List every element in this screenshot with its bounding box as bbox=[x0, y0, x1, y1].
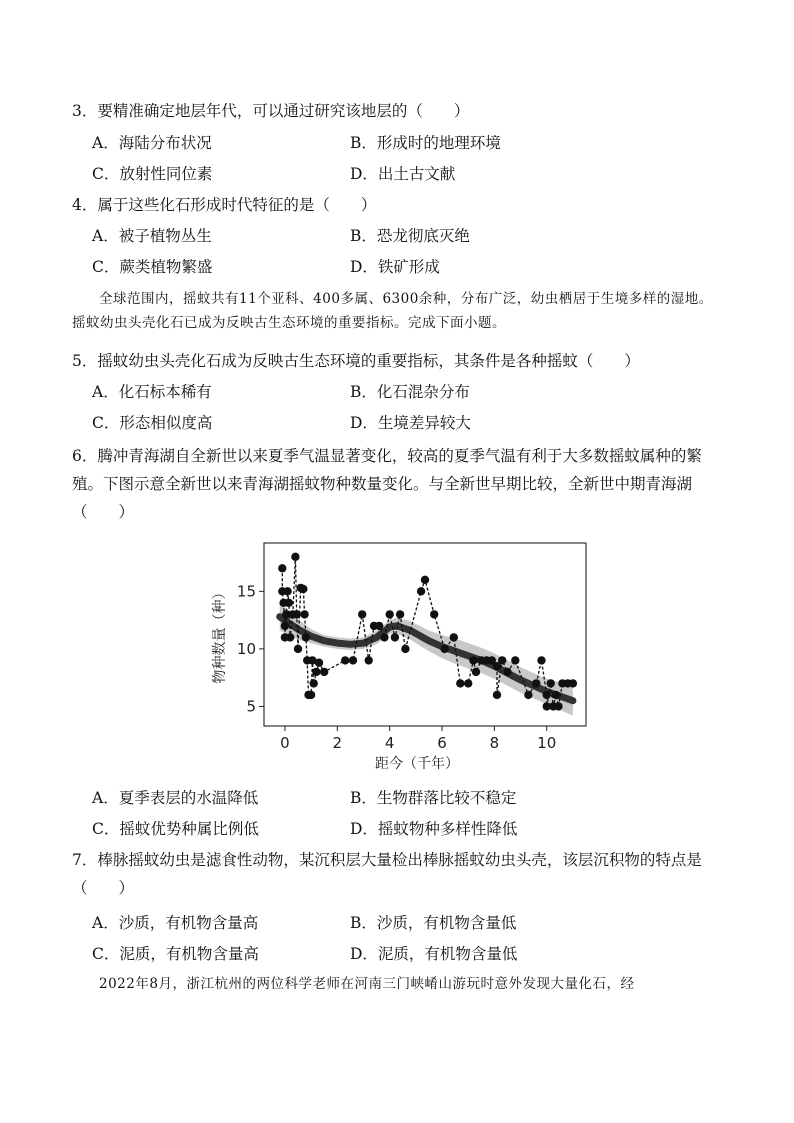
data-point bbox=[291, 553, 299, 561]
data-point bbox=[537, 656, 545, 664]
data-point bbox=[310, 679, 318, 687]
question-4-stem: 4．属于这些化石形成时代特征的是（ ） bbox=[72, 196, 377, 214]
reading-passage-fossils bbox=[72, 972, 724, 996]
question-4-option-c: C．蕨类植物繁盛 bbox=[92, 258, 213, 276]
data-point bbox=[278, 564, 286, 572]
data-point bbox=[464, 679, 472, 687]
question-4-option-d: D．铁矿形成 bbox=[350, 258, 440, 276]
data-point bbox=[493, 691, 501, 699]
data-point bbox=[391, 633, 399, 641]
question-6-option-b: B．生物群落比较不稳定 bbox=[350, 789, 517, 807]
question-5-option-a: A．化石标本稀有 bbox=[92, 383, 212, 401]
data-point bbox=[315, 659, 323, 667]
x-tick-label: 4 bbox=[384, 734, 395, 752]
question-5-option-d: D．生境差异较大 bbox=[350, 414, 471, 432]
data-point bbox=[349, 656, 357, 664]
data-point bbox=[401, 645, 409, 653]
question-3-option-c: C．放射性同位素 bbox=[92, 165, 213, 183]
data-point bbox=[469, 656, 477, 664]
x-tick-label: 6 bbox=[437, 734, 447, 752]
data-point bbox=[302, 633, 310, 641]
question-3-stem: 3．要精准确定地层年代，可以通过研究该地层的（ ） bbox=[72, 102, 470, 120]
data-point bbox=[552, 691, 560, 699]
chart-x-axis-label: 距今（千年） bbox=[375, 756, 459, 772]
x-tick-label: 10 bbox=[537, 734, 557, 752]
data-point bbox=[554, 702, 562, 710]
question-4-option-b: B．恐龙彻底灭绝 bbox=[350, 227, 470, 245]
data-point bbox=[456, 679, 464, 687]
data-point bbox=[421, 576, 429, 584]
question-3-option-b: B．形成时的地理环境 bbox=[350, 134, 501, 152]
data-point bbox=[299, 585, 307, 593]
data-point bbox=[375, 622, 383, 630]
question-6-option-a: A．夏季表层的水温降低 bbox=[92, 789, 259, 807]
question-7-stem: 7．棒脉摇蚊幼虫是滤食性动物，某沉积层大量检出棒脉摇蚊幼虫头壳，该层沉积物的特点是（ ） bbox=[72, 851, 702, 897]
data-point bbox=[307, 691, 315, 699]
data-point bbox=[300, 610, 308, 618]
question-5-option-c: C．形态相似度高 bbox=[92, 414, 213, 432]
data-point bbox=[503, 668, 511, 676]
question-4-option-a: A．被子植物丛生 bbox=[92, 227, 212, 245]
passage-text: 2022年8月，浙江杭州的两位科学老师在河南三门峡崤山游玩时意外发现大量化石，经 bbox=[99, 976, 635, 992]
data-point bbox=[450, 633, 458, 641]
data-point bbox=[569, 679, 577, 687]
x-tick-label: 8 bbox=[489, 734, 500, 752]
data-point bbox=[511, 656, 519, 664]
data-point bbox=[532, 679, 540, 687]
reading-passage-midges bbox=[72, 287, 724, 335]
data-point bbox=[547, 679, 555, 687]
data-point bbox=[386, 610, 394, 618]
data-point bbox=[358, 610, 366, 618]
question-7-option-a: A．沙质，有机物含量高 bbox=[92, 914, 259, 932]
chart-y-axis-label: 物种数量（种） bbox=[212, 585, 228, 684]
data-point bbox=[320, 668, 328, 676]
question-3-option-d: D．出土古文献 bbox=[350, 165, 456, 183]
data-point bbox=[286, 633, 294, 641]
y-tick-label: 5 bbox=[246, 697, 256, 716]
data-point bbox=[543, 691, 551, 699]
question-6-option-c: C．摇蚊优势种属比例低 bbox=[92, 820, 259, 838]
midge-species-chart bbox=[200, 535, 600, 775]
data-point bbox=[365, 656, 373, 664]
question-7-option-b: B．沙质，有机物含量低 bbox=[350, 914, 517, 932]
question-3-option-a: A．海陆分布状况 bbox=[92, 134, 212, 152]
data-point bbox=[380, 633, 388, 641]
question-7-option-d: D．泥质，有机物含量低 bbox=[350, 945, 518, 963]
data-point bbox=[498, 656, 506, 664]
data-point bbox=[283, 587, 291, 595]
data-point bbox=[396, 610, 404, 618]
chart-svg bbox=[200, 535, 600, 775]
data-point bbox=[417, 587, 425, 595]
question-6-option-d: D．摇蚊物种多样性降低 bbox=[350, 820, 518, 838]
data-point bbox=[472, 668, 480, 676]
data-point bbox=[341, 656, 349, 664]
question-5-option-b: B．化石混杂分布 bbox=[350, 383, 470, 401]
data-point bbox=[281, 622, 289, 630]
data-point bbox=[294, 645, 302, 653]
data-point bbox=[430, 610, 438, 618]
data-point bbox=[312, 668, 320, 676]
passage-text: 全球范围内，摇蚊共有11个亚科、400多属、6300余种，分布广泛，幼虫栖居于生境多样的湿地。摇蚊幼虫头壳化石已成为反映古生态环境的重要指标。完成下面小题。 bbox=[72, 291, 713, 331]
data-point bbox=[293, 610, 301, 618]
data-point bbox=[440, 645, 448, 653]
y-tick-label: 15 bbox=[236, 582, 256, 601]
x-tick-label: 0 bbox=[280, 734, 290, 752]
data-point bbox=[285, 599, 293, 607]
question-5-stem: 5．摇蚊幼虫头壳化石成为反映古生态环境的重要指标，其条件是各种摇蚊（ ） bbox=[72, 352, 640, 370]
y-tick-label: 10 bbox=[236, 639, 256, 658]
question-7-option-c: C．泥质，有机物含量高 bbox=[92, 945, 259, 963]
question-6-stem: 6．腾冲青海湖自全新世以来夏季气温显著变化，较高的夏季气温有利于大多数摇蚊属种的繁殖。下图示意全新世以来青海湖摇蚊物种数量变化。与全新世早期比较，全新世中期青海湖（ ） bbox=[72, 447, 702, 521]
data-point bbox=[524, 691, 532, 699]
x-tick-label: 2 bbox=[332, 734, 343, 752]
